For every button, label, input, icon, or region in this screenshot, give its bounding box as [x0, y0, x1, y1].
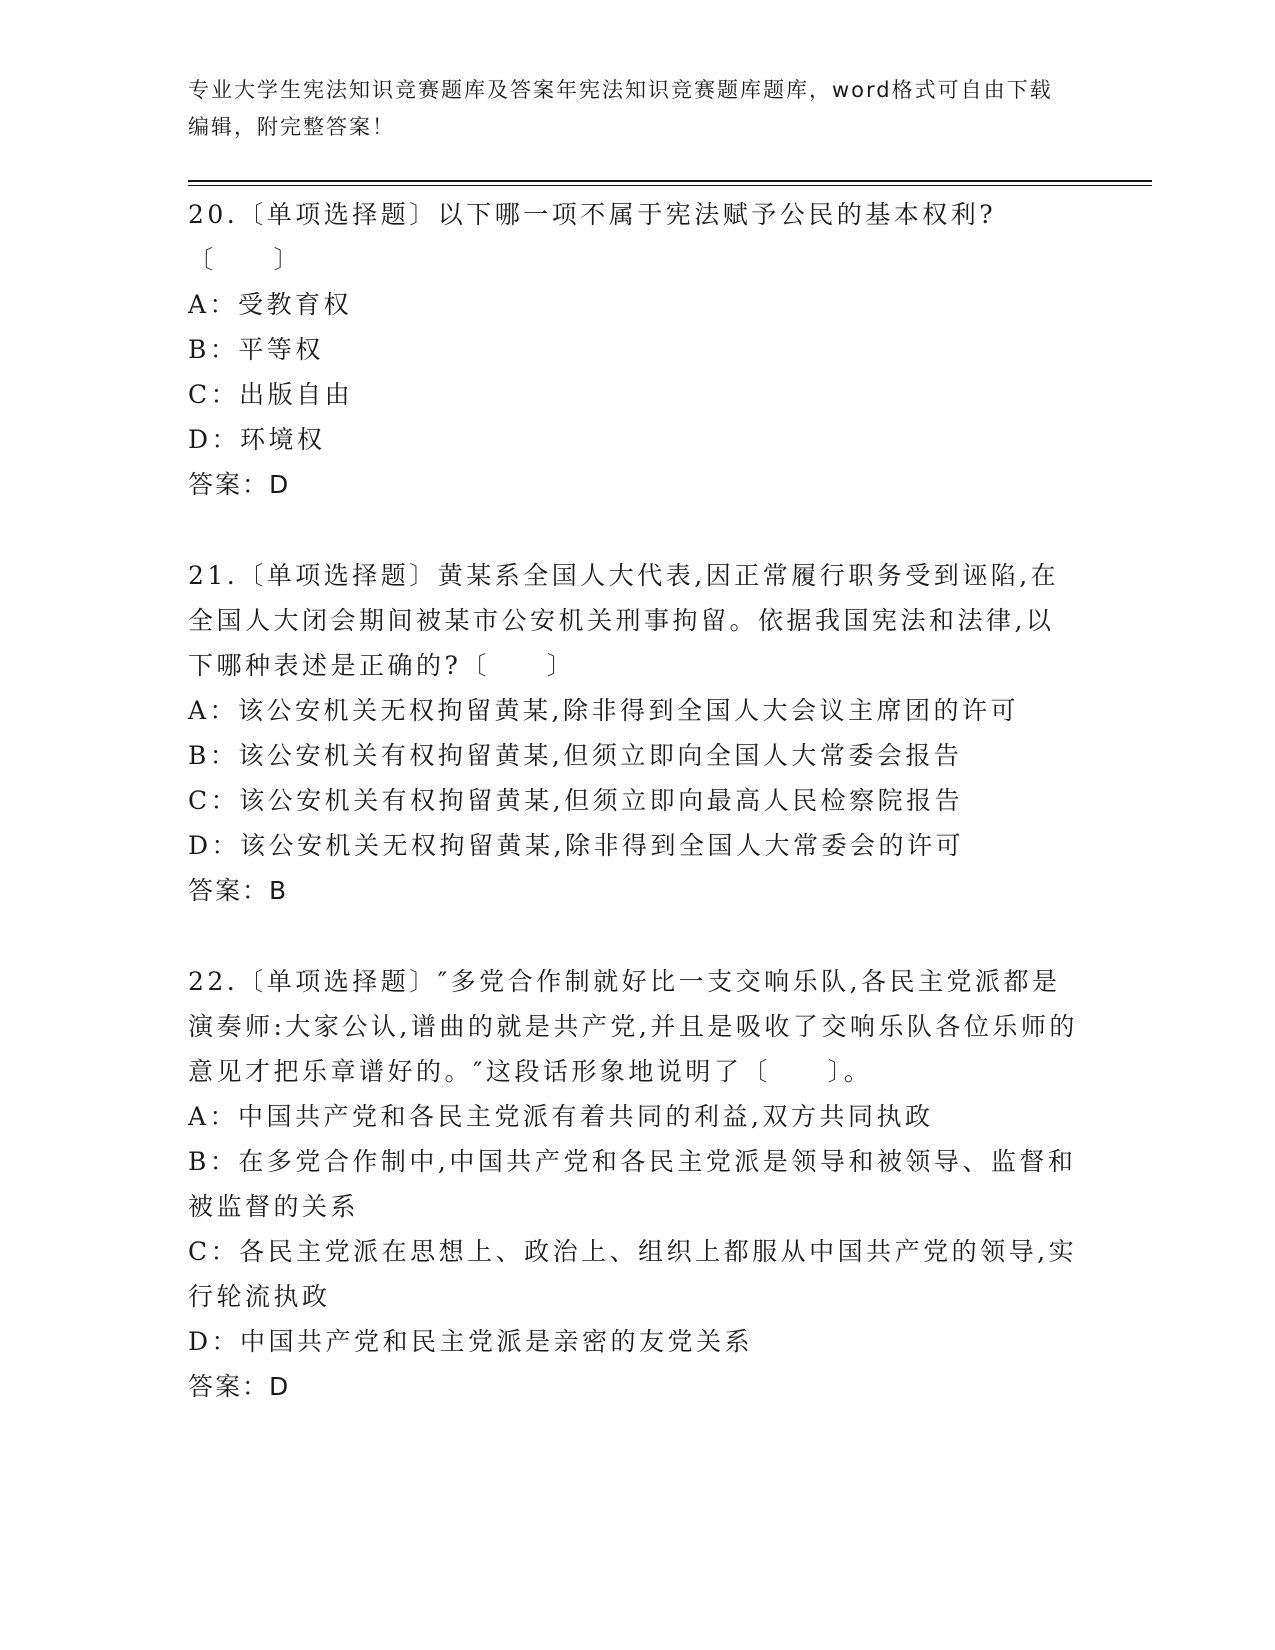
question-list — [188, 192, 1088, 1409]
option-a: A：该公安机关无权拘留黄某,除非得到全国人大会议主席团的许可 — [188, 696, 1020, 725]
option-b: B：平等权 — [188, 335, 324, 364]
question-spacer — [188, 913, 1088, 959]
question-spacer — [188, 507, 1088, 553]
answer-label: 答案：D — [188, 470, 291, 499]
answer-label: 答案：B — [188, 876, 289, 905]
option-b: B：该公安机关有权拘留黄某,但须立即向全国人大常委会报告 — [188, 741, 963, 770]
document-header: 专业大学生宪法知识竞赛题库及答案年宪法知识竞赛题库题库，word格式可自由下载编辑，附完整答案！ — [188, 78, 1053, 139]
option-d: D：环境权 — [188, 425, 326, 454]
option-c: C：各民主党派在思想上、政治上、组织上都服从中国共产党的领导,实行轮流执政 — [188, 1237, 1078, 1311]
option-a: A：中国共产党和各民主党派有着共同的利益,双方共同执政 — [188, 1102, 934, 1131]
question-stem: 21.〔单项选择题〕黄某系全国人大代表,因正常履行职务受到诬陷,在全国人大闭会期间被某市公安机关刑事拘留。依据我国宪法和法律,以下哪种表述是正确的?〔 〕 — [188, 561, 1060, 680]
question-stem: 20.〔单项选择题〕以下哪一项不属于宪法赋予公民的基本权利?〔 〕 — [188, 200, 997, 274]
option-d: D：该公安机关无权拘留黄某,除非得到全国人大常委会的许可 — [188, 831, 964, 860]
question-22 — [188, 959, 1088, 1409]
answer-label: 答案：D — [188, 1372, 291, 1401]
header-divider-thin — [188, 185, 1152, 186]
option-b: B：在多党合作制中,中国共产党和各民主党派是领导和被领导、监督和被监督的关系 — [188, 1147, 1077, 1221]
question-21 — [188, 553, 1088, 913]
option-c: C：该公安机关有权拘留黄某,但须立即向最高人民检察院报告 — [188, 786, 964, 815]
header-divider-thick — [188, 180, 1152, 182]
question-20 — [188, 192, 1088, 507]
option-a: A：受教育权 — [188, 290, 353, 319]
option-c: C：出版自由 — [188, 380, 354, 409]
option-d: D：中国共产党和民主党派是亲密的友党关系 — [188, 1327, 754, 1356]
question-stem: 22.〔单项选择题〕″多党合作制就好比一支交响乐队,各民主党派都是演奏师:大家公认,谱曲的就是共产党,并且是吸收了交响乐队各位乐师的意见才把乐章谱好的。″这段话形象地说明了〔 〕。 — [188, 967, 1078, 1086]
